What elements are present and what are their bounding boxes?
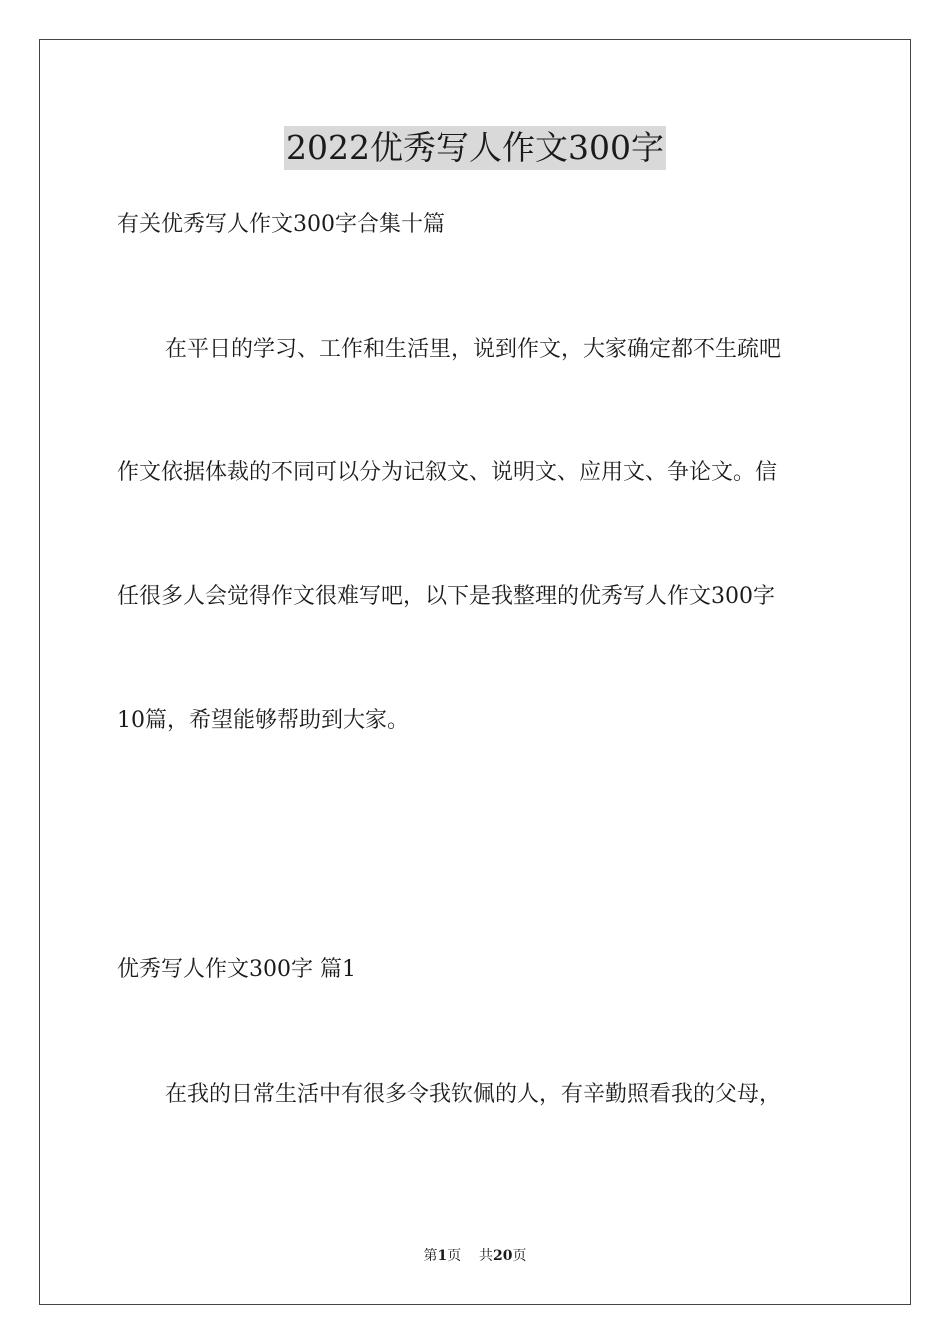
paragraph-line-1: 在平日的学习、工作和生活里，说到作文，大家确定都不生疏吧 xyxy=(165,337,782,362)
footer-current-page: 1 xyxy=(437,1248,448,1264)
section-heading: 优秀写人作文300字 篇1 xyxy=(117,957,356,982)
footer-page-mid: 页 共 xyxy=(447,1248,494,1264)
footer-page-suffix: 页 xyxy=(512,1248,527,1264)
document-subtitle: 有关优秀写人作文300字合集十篇 xyxy=(117,212,445,237)
paragraph-line-3: 任很多人会觉得作文很难写吧，以下是我整理的优秀写人作文300字 xyxy=(117,584,775,609)
section-first-line: 在我的日常生活中有很多令我钦佩的人，有辛勤照看我的父母， xyxy=(165,1082,782,1107)
page-footer xyxy=(0,1247,950,1265)
document-title: 2022优秀写人作文300字 xyxy=(284,126,666,170)
footer-total-pages: 20 xyxy=(493,1248,513,1264)
paragraph-line-2: 作文依据体裁的不同可以分为记叙文、说明文、应用文、争论文。信 xyxy=(117,460,778,485)
paragraph-line-4: 10篇，希望能够帮助到大家。 xyxy=(117,708,409,733)
footer-page-prefix: 第 xyxy=(423,1248,438,1264)
title-container xyxy=(0,126,950,170)
